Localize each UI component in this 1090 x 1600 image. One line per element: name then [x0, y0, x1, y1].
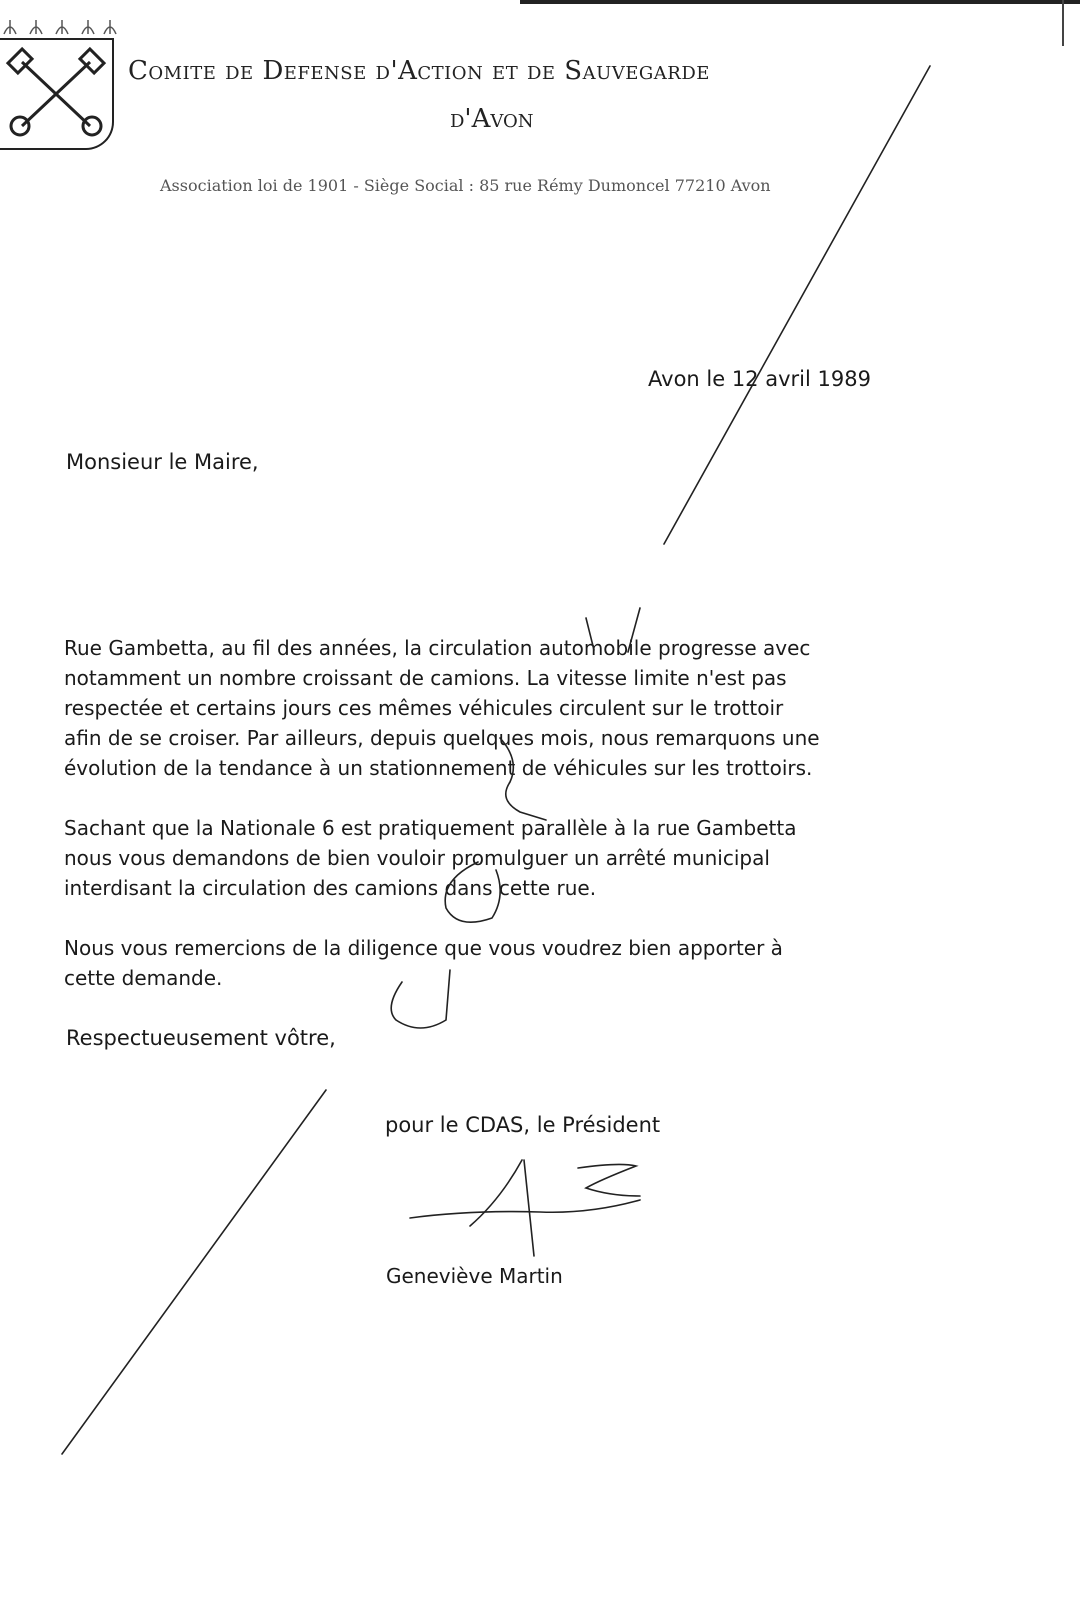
signer-name: Geneviève Martin: [386, 1264, 563, 1288]
scan-top-rule: [520, 0, 1080, 12]
diagonal-cancel-stroke-top: [664, 66, 930, 544]
signer-role: pour le CDAS, le Président: [385, 1113, 661, 1137]
body-paragraph-2: Sachant que la Nationale 6 est pratiquement parallèle à la rue Gambetta nous vous demandons de bien vouloir promulguer un arrêté municipal interdisant la circulation des camions dans cette rue.: [64, 816, 797, 900]
organization-address: Association loi de 1901 - Siège Social : 85 rue Rémy Dumoncel 77210 Avon: [160, 176, 771, 195]
organization-name: Comite de Defense d'Action et de Sauvegarde: [128, 56, 710, 86]
scan-edge-line: [1062, 0, 1064, 46]
body-paragraph-3: Nous vous remercions de la diligence que vous voudrez bien apporter à cette demande.: [64, 936, 783, 990]
salutation: Monsieur le Maire,: [66, 450, 259, 474]
crossed-keys-logo: [0, 38, 114, 150]
fleur-de-lis-ornament: [0, 16, 118, 38]
signature: [410, 1160, 640, 1256]
organization-city: d'Avon: [450, 104, 534, 134]
crossed-keys-icon: [0, 40, 112, 148]
closing-line: Respectueusement vôtre,: [66, 1026, 336, 1050]
body-paragraph-1: Rue Gambetta, au fil des années, la circulation automobile progresse avec notamment un nombre croissant de camions. La vitesse limite n'est pas respectée et certains jours ces mêmes véhicules circulent sur le trottoir afin de se croiser. Par ailleurs, depuis quelques mois, nous remarquons une évolution de la tendance à un stationnement de véhicules sur les trottoirs.: [64, 636, 820, 780]
letter-date: Avon le 12 avril 1989: [648, 367, 871, 391]
diagonal-cancel-stroke-bottom: [62, 1090, 326, 1454]
